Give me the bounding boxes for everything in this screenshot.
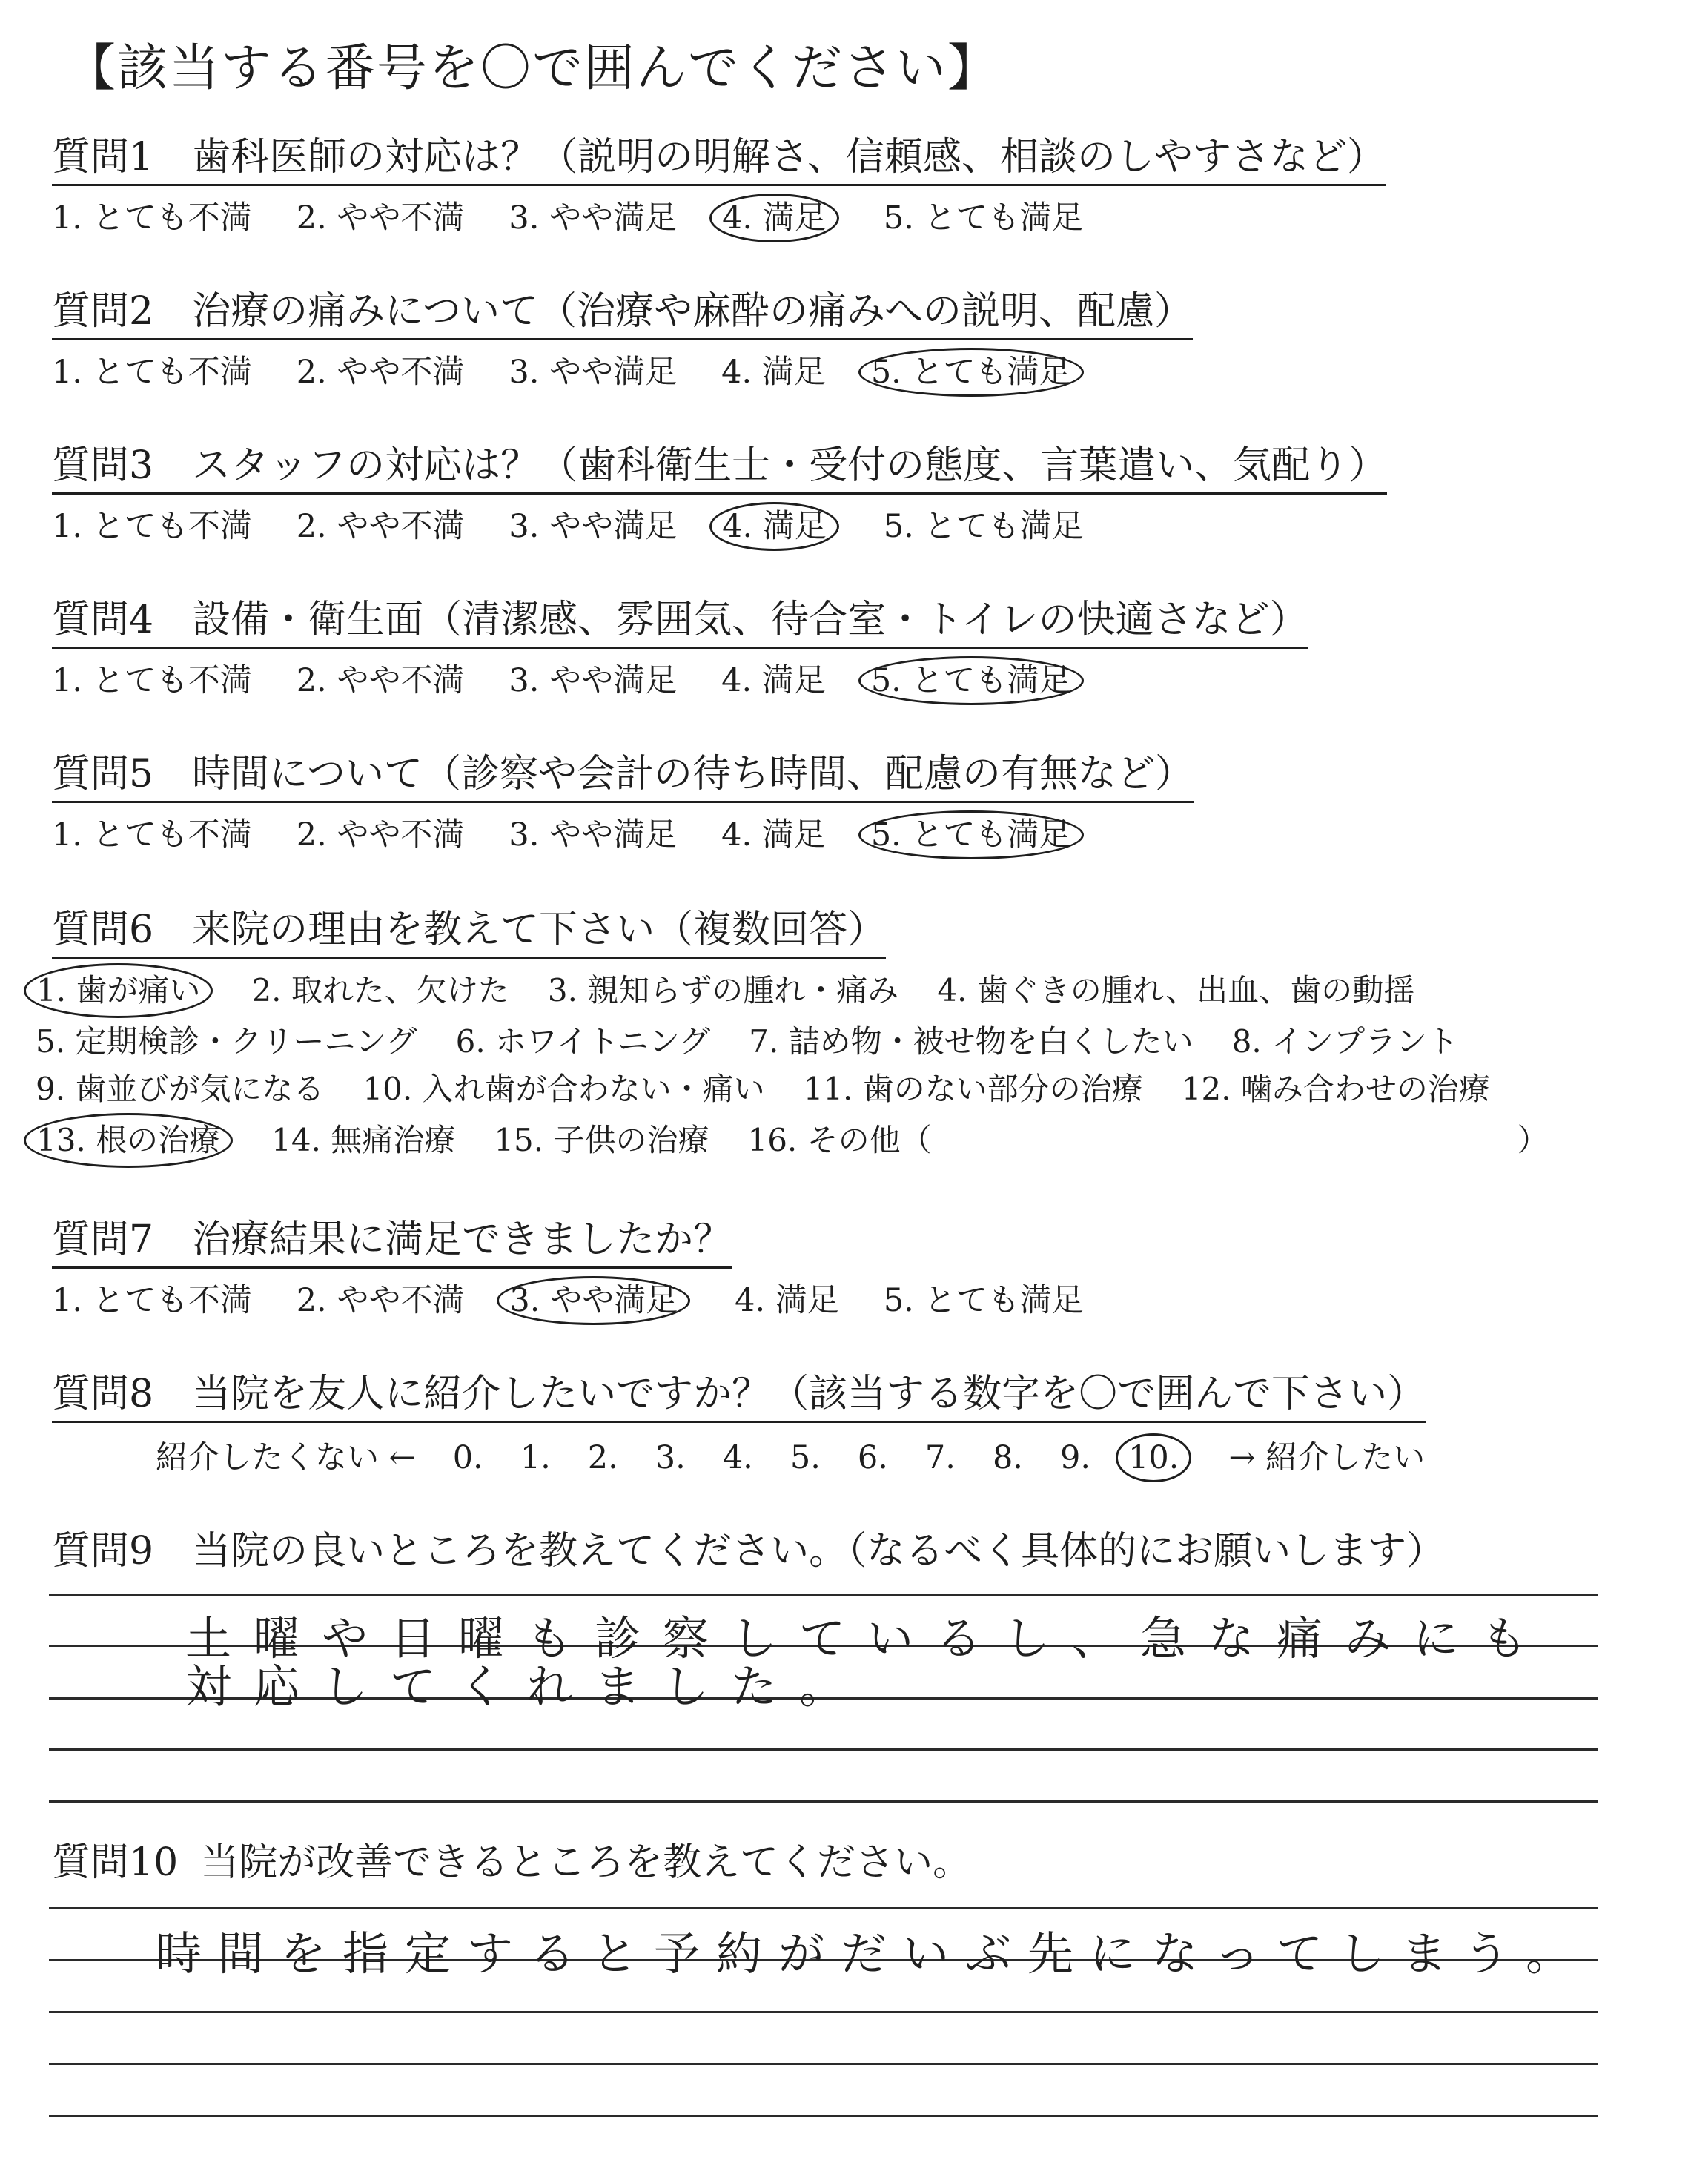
answer-options [52, 656, 1653, 705]
answer-line [49, 1748, 1598, 1751]
answer-options [52, 194, 1653, 242]
question-underline [52, 647, 1308, 649]
answer-line [49, 1594, 1598, 1596]
question-underline [52, 957, 886, 959]
scale-option[interactable]: 2. [587, 1439, 618, 1476]
answer-option[interactable]: 3. やや満足 [509, 199, 678, 237]
reason-option[interactable]: 15. 子供の治療 [494, 1122, 709, 1158]
reason-option[interactable]: 9. 歯並びが気になる [36, 1071, 325, 1107]
question-underline [52, 801, 1194, 803]
answer-option[interactable]: 3. やや満足 [509, 354, 678, 391]
reason-row [36, 1018, 1653, 1066]
question-9 [52, 1527, 1653, 1575]
reason-option[interactable]: 5. 定期検診・クリーニング [36, 1023, 417, 1060]
question-number: 質問9 [52, 1529, 154, 1573]
question-number: 質問2 [52, 289, 154, 334]
answer-options [52, 502, 1653, 551]
reason-option[interactable]: 11. 歯のない部分の治療 [803, 1071, 1143, 1107]
answer-option[interactable]: 2. やや不満 [296, 1282, 465, 1319]
answer-option[interactable]: 5. とても満足 [883, 199, 1084, 237]
reason-option[interactable]: ） [1517, 1122, 1549, 1158]
reason-option[interactable]: 7. 詰め物・被せ物を白くしたい [749, 1023, 1194, 1060]
selected-scale-option[interactable]: 10. [1116, 1433, 1191, 1482]
selected-answer-option[interactable]: 4. 満足 [709, 194, 839, 242]
reason-option[interactable]: 6. ホワイトニング [455, 1023, 711, 1060]
question-4 [52, 596, 1653, 705]
answer-option[interactable]: 3. やや満足 [509, 662, 678, 699]
question-text: 設備・衛生面（清潔感、雰囲気、待合室・トイレの快適さなど） [192, 598, 1308, 642]
question-text: 歯科医師の対応は？（説明の明解さ、信頼感、相談のしやすさなど） [192, 135, 1386, 179]
question-underline [52, 184, 1386, 186]
answer-option[interactable]: 1. とても不満 [52, 662, 252, 699]
reason-row [36, 1066, 1653, 1113]
answer-option[interactable]: 5. とても満足 [883, 508, 1084, 545]
question-7 [52, 1216, 1653, 1325]
answer-option[interactable]: 2. やや不満 [296, 199, 465, 237]
answer-options [52, 810, 1653, 859]
question-text: 当院を友人に紹介したいですか？（該当する数字を〇で囲んで下さい） [192, 1372, 1426, 1416]
answer-option[interactable]: 5. とても満足 [883, 1282, 1084, 1319]
answer-option[interactable]: 1. とても不満 [52, 1282, 252, 1319]
question-number: 質問6 [52, 908, 154, 952]
question-6 [36, 906, 1653, 1168]
answer-option[interactable]: 2. やや不満 [296, 508, 465, 545]
question-5 [52, 750, 1653, 859]
selected-answer-option[interactable]: 4. 満足 [709, 502, 839, 551]
answer-option[interactable]: 4. 満足 [721, 662, 826, 699]
selected-reason-option[interactable]: 1. 歯が痛い [24, 963, 213, 1018]
answer-option[interactable]: 2. やや不満 [296, 816, 465, 853]
reason-option[interactable]: 8. インプラント [1231, 1023, 1459, 1060]
question-text: 来院の理由を教えて下さい（複数回答） [192, 908, 887, 952]
scale-option[interactable]: 3. [655, 1439, 686, 1476]
selected-answer-option[interactable]: 5. とても満足 [858, 656, 1084, 705]
reason-row [36, 1113, 1653, 1168]
reason-option[interactable]: 4. 歯ぐきの腫れ、出血、歯の動揺 [937, 972, 1415, 1008]
answer-option[interactable]: 1. とても不満 [52, 508, 252, 545]
answer-option[interactable]: 1. とても不満 [52, 199, 252, 237]
question-number: 質問4 [52, 598, 154, 642]
scale-option[interactable]: 1. [520, 1439, 551, 1476]
answer-option[interactable]: 1. とても不満 [52, 816, 252, 853]
scale-option[interactable]: 9. [1059, 1439, 1091, 1476]
scale-right-label: → 紹介したい [1228, 1439, 1426, 1476]
answer-option[interactable]: 2. やや不満 [296, 354, 465, 391]
scale-option[interactable]: 4. [722, 1439, 753, 1476]
reason-option[interactable]: 10. 入れ歯が合わない・痛い [363, 1071, 765, 1107]
answer-option[interactable]: 3. やや満足 [509, 816, 678, 853]
reason-row [36, 963, 1653, 1018]
recommend-scale [156, 1433, 1653, 1482]
handwritten-answer: 対応してくれました。 [185, 1659, 868, 1714]
question-number: 質問7 [52, 1218, 154, 1262]
question-text: 治療の痛みについて（治療や麻酔の痛みへの説明、配慮） [192, 289, 1194, 334]
answer-option[interactable]: 4. 満足 [735, 1282, 839, 1319]
answer-option[interactable]: 4. 満足 [721, 354, 826, 391]
question-text: 当院の良いところを教えてください。（なるべく具体的にお願いします） [192, 1529, 1446, 1573]
answer-options [52, 348, 1653, 397]
answer-option[interactable]: 1. とても不満 [52, 354, 252, 391]
question-number: 質問3 [52, 443, 154, 488]
reason-option[interactable]: 2. 取れた、欠けた [251, 972, 509, 1008]
scale-option[interactable]: 0. [452, 1439, 483, 1476]
reason-option[interactable]: 16. その他（ [747, 1122, 932, 1158]
question-number: 質問5 [52, 752, 154, 796]
selected-answer-option[interactable]: 3. やや満足 [497, 1276, 690, 1325]
question-underline [52, 1421, 1426, 1423]
question-text: スタッフの対応は？（歯科衛生士・受付の態度、言葉遣い、気配り） [192, 443, 1388, 488]
question-number: 質問1 [52, 135, 154, 179]
question-underline [52, 338, 1193, 340]
scale-left-label: 紹介したくない ← [156, 1439, 416, 1476]
question-number: 質問8 [52, 1372, 154, 1416]
answer-line [49, 2011, 1598, 2013]
answer-option[interactable]: 3. やや満足 [509, 508, 678, 545]
answer-options [52, 1276, 1653, 1325]
answer-line [49, 1800, 1598, 1803]
question-underline [52, 1266, 732, 1269]
question-text: 時間について（診察や会計の待ち時間、配慮の有無など） [192, 752, 1194, 796]
selected-answer-option[interactable]: 5. とても満足 [858, 348, 1084, 397]
answer-line [49, 1907, 1598, 1909]
selected-answer-option[interactable]: 5. とても満足 [858, 810, 1084, 859]
question-text: 当院が改善できるところを教えてください。 [200, 1840, 972, 1885]
scale-option[interactable]: 7. [924, 1439, 956, 1476]
scale-option[interactable]: 5. [790, 1439, 821, 1476]
question-8 [52, 1370, 1653, 1482]
page-title: 【該当する番号を〇で囲んでください】 [65, 39, 1000, 98]
question-2 [52, 288, 1653, 397]
question-text: 治療結果に満足できましたか？ [192, 1218, 732, 1262]
question-1 [52, 133, 1653, 242]
handwritten-answer: 土曜や日曜も診察しているし、急な痛みにも [185, 1611, 1550, 1665]
scale-option[interactable]: 6. [857, 1439, 888, 1476]
question-10 [52, 1839, 1653, 1886]
answer-line [49, 2115, 1598, 2117]
question-3 [52, 442, 1653, 551]
reason-option[interactable]: 12. 噛み合わせの治療 [1181, 1071, 1490, 1107]
question-number: 質問10 [52, 1840, 179, 1885]
selected-reason-option[interactable]: 13. 根の治療 [24, 1113, 233, 1168]
answer-option[interactable]: 2. やや不満 [296, 662, 465, 699]
scale-option[interactable]: 8. [992, 1439, 1023, 1476]
answer-line [49, 2063, 1598, 2065]
reason-option[interactable]: 14. 無痛治療 [271, 1122, 456, 1158]
reason-option[interactable]: 3. 親知らずの腫れ・痛み [547, 972, 899, 1008]
handwritten-answer: 時間を指定すると予約がだいぶ先になってしまう。 [156, 1926, 1589, 1981]
answer-option[interactable]: 4. 満足 [721, 816, 826, 853]
question-underline [52, 492, 1387, 495]
